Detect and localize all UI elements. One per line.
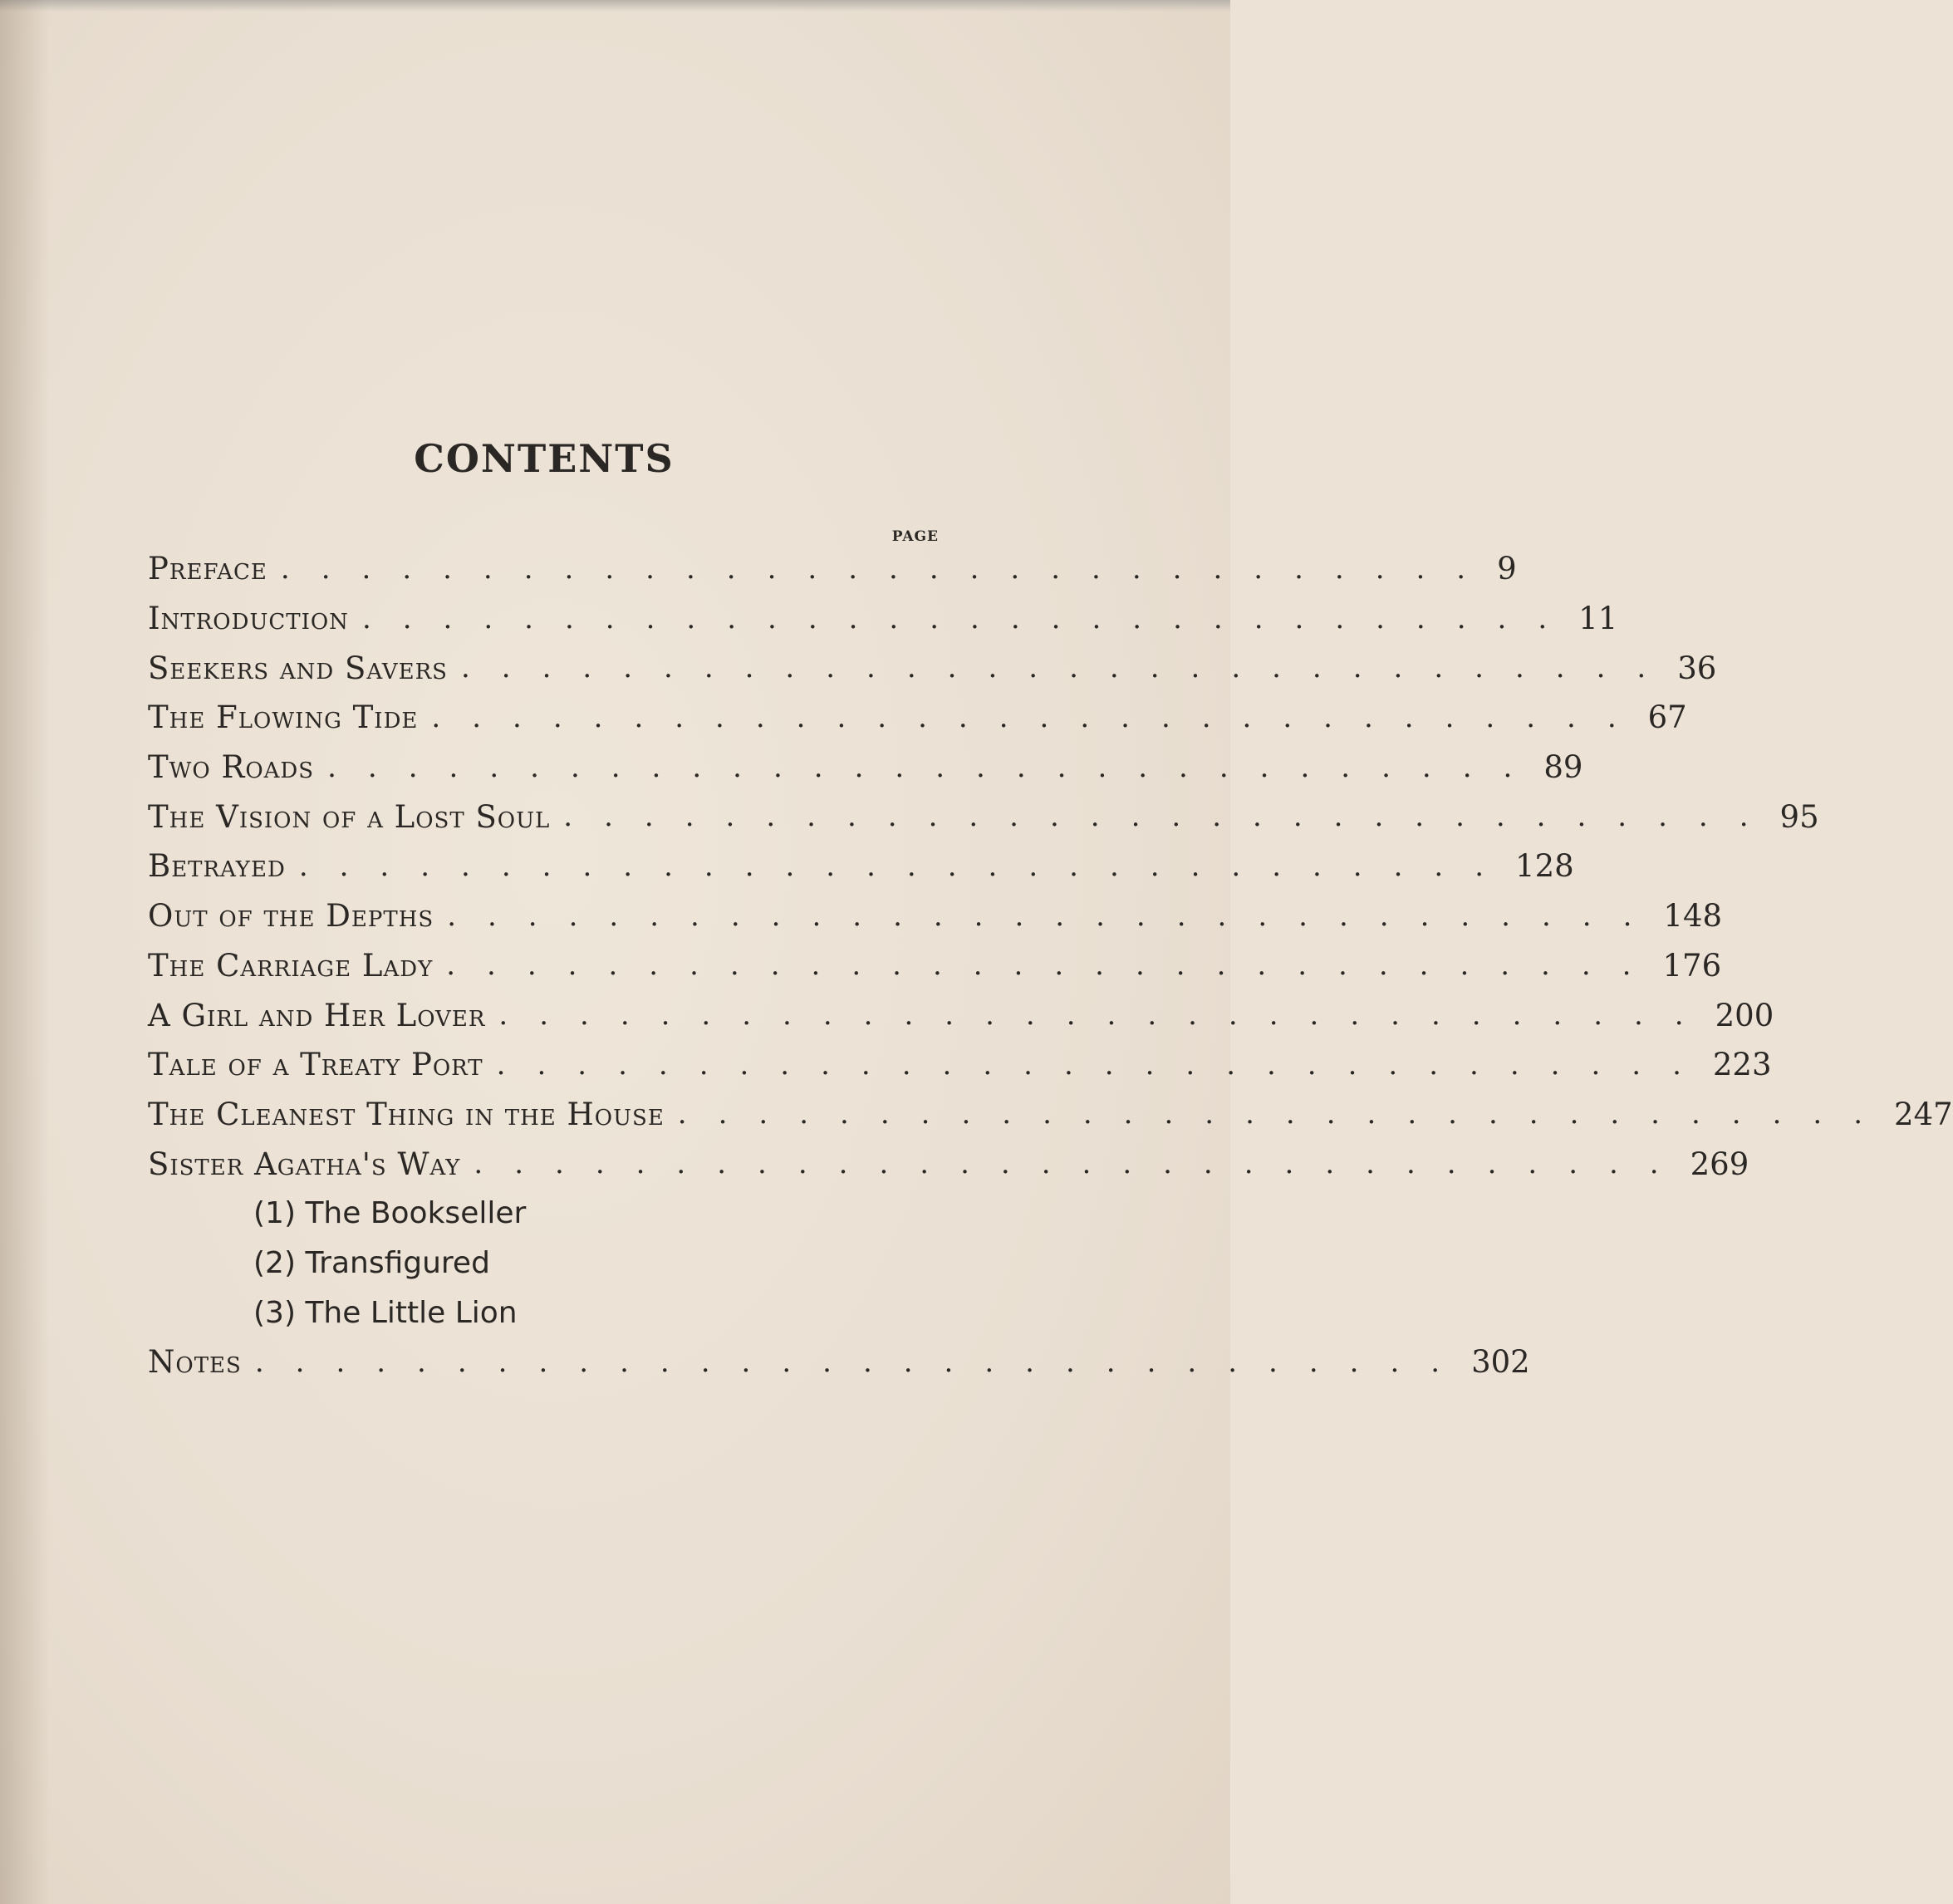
toc-entry <box>148 594 1618 644</box>
toc-entry-title: The Flowing Tide <box>148 699 419 736</box>
toc-entry-page: 67 <box>1647 699 1687 736</box>
toc-entry-title: Betrayed <box>148 848 286 885</box>
page-top-edge <box>0 0 1230 12</box>
toc-subentry: (3) The Little Lion <box>253 1295 518 1330</box>
toc-entry <box>148 693 1687 743</box>
toc-entry-title: Notes <box>148 1344 242 1381</box>
toc-entry <box>148 1040 1772 1090</box>
toc-entry-title: Preface <box>148 551 267 587</box>
dot-leader: .............................. <box>677 1097 1895 1131</box>
toc-entry-title: Introduction <box>148 601 349 637</box>
toc-entry-page: 95 <box>1779 798 1819 835</box>
dot-leader: .............................. <box>460 651 1678 685</box>
dot-leader: .............................. <box>298 849 1516 883</box>
contents-title: CONTENTS <box>414 436 675 481</box>
toc-entry <box>148 941 1722 991</box>
toc-entry <box>148 842 1574 891</box>
dot-leader: .............................. <box>447 899 1664 933</box>
table-of-contents <box>148 544 1953 1387</box>
toc-entry-page: 11 <box>1578 601 1618 637</box>
dot-leader: .............................. <box>496 1048 1713 1082</box>
dot-leader: .............................. <box>280 552 1498 586</box>
toc-entry <box>148 990 1774 1040</box>
dot-leader: .............................. <box>361 601 1579 635</box>
dot-leader: .............................. <box>327 750 1544 784</box>
toc-entry-title: Tale of a Treaty Port <box>148 1047 483 1083</box>
toc-entry <box>148 743 1583 793</box>
toc-entry-page: 89 <box>1543 749 1583 786</box>
toc-entry-notes <box>148 1337 1530 1387</box>
toc-entry-page: 302 <box>1471 1344 1530 1381</box>
toc-entry-page: 36 <box>1677 650 1717 686</box>
toc-entry <box>148 643 1717 693</box>
toc-entry-title: Two Roads <box>148 749 315 786</box>
dot-leader: .............................. <box>563 800 1780 834</box>
toc-entry <box>148 1139 1749 1189</box>
toc-entry-page: 269 <box>1690 1146 1749 1182</box>
page-gutter-shadow <box>0 0 50 1904</box>
toc-entry-title: Sister Agatha's Way <box>148 1146 461 1182</box>
toc-entry-page: 148 <box>1663 898 1723 935</box>
toc-entry-title: The Carriage Lady <box>148 947 434 984</box>
toc-entry-page: 200 <box>1715 997 1774 1033</box>
toc-entry-title: The Vision of a Lost Soul <box>148 798 551 835</box>
toc-entry-page: 247 <box>1894 1096 1953 1132</box>
dot-leader: .............................. <box>446 949 1663 983</box>
dot-leader: .............................. <box>498 999 1715 1033</box>
dot-leader: .............................. <box>474 1147 1690 1181</box>
toc-entry-title: Out of the Depths <box>148 898 434 935</box>
toc-entry-title: The Cleanest Thing in the House <box>148 1096 665 1132</box>
toc-entry <box>148 792 1819 842</box>
toc-entry-title: A Girl and Her Lover <box>148 997 486 1033</box>
toc-entry-title: Seekers and Savers <box>148 650 448 686</box>
toc-entry <box>148 1090 1953 1140</box>
toc-subentry: (2) Transfigured <box>253 1245 490 1280</box>
toc-entry-page: 223 <box>1712 1047 1772 1083</box>
toc-entry-page: 176 <box>1662 947 1722 984</box>
toc-entry-page: 128 <box>1515 848 1574 885</box>
toc-subentry: (1) The Bookseller <box>253 1196 527 1231</box>
toc-entry-page: 9 <box>1497 551 1517 587</box>
toc-entry <box>148 891 1723 941</box>
dot-leader: .............................. <box>254 1345 1472 1379</box>
page-column-header: PAGE <box>891 528 939 545</box>
dot-leader: .............................. <box>431 700 1648 734</box>
toc-entry <box>148 544 1517 594</box>
